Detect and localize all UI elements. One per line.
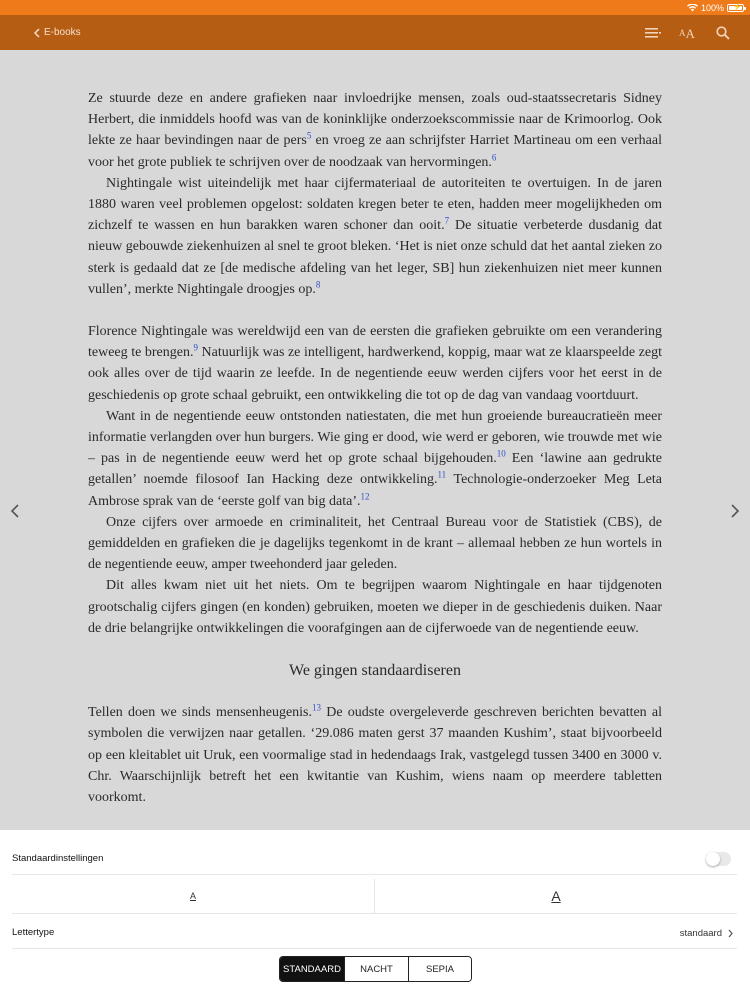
- defaults-label: Standaardinstellingen: [12, 853, 104, 864]
- chevron-right-icon: [731, 504, 739, 518]
- footnote-link[interactable]: 5: [306, 130, 312, 141]
- theme-standard-button[interactable]: STANDAARD: [280, 957, 344, 981]
- font-size-row: [12, 879, 737, 914]
- footnote-link[interactable]: 9: [193, 342, 198, 353]
- reader-toolbar: [0, 15, 750, 50]
- charging-icon: ⚡: [733, 3, 742, 11]
- battery-percent: 100%: [700, 2, 724, 13]
- chevron-right-icon: [728, 929, 733, 938]
- search-icon[interactable]: [714, 24, 732, 42]
- increase-font-size-button[interactable]: A: [374, 879, 737, 913]
- decrease-font-size-button[interactable]: A: [189, 891, 196, 901]
- theme-selector: [279, 956, 472, 982]
- chevron-left-icon: [11, 504, 19, 518]
- status-indicators: [687, 1, 744, 14]
- paragraph: Want in de negentiende eeuw ontstonden natiestaten, die met hun groeiende bureaucratieën meer informatie verlangden over hun burgers. Wie ging er dood, wie werd er geboren, wie trouwde met wie – pas in de negentiende eeuw werd het op grote schaal bijgehouden.$^{10}$ Een ‘lawine aan gedrukte getallen’ noemde filosoof Ian Hacking deze ontwikkeling.$^{11}$ Technologie-onderzoeker Meg Leta Ambrose sprak van de ‘eerste golf van big data’.$^{12}$: [88, 408, 662, 509]
- paragraph: Florence Nightingale was wereldwijd een van de eersten die grafieken gebruikte om een verandering teweeg te brengen.$^9$ Natuurlijk was ze intelligent, hardwerkend, koppig, maar wat ze klaarspeelde zegt ook alles over de tijd waarin ze leefde. In de negentiende eeuw werden cijfers voor het eerst in de geschiedenis op grote schaal gebruikt, een ontwikkeling die tot op de dag van vandaag voortduurt.: [88, 324, 663, 403]
- back-button[interactable]: [34, 15, 81, 50]
- previous-page-button[interactable]: [6, 500, 24, 522]
- font-row[interactable]: [12, 917, 737, 949]
- theme-sepia-button[interactable]: SEPIA: [408, 957, 471, 981]
- toc-icon[interactable]: [644, 24, 662, 42]
- chevron-left-icon: [34, 28, 40, 38]
- paragraph: Dit alles kwam niet uit het niets. Om te begrijpen waarom Nightingale en haar tijdgenoten grootschalig cijfers gingen (en konden) gebruiken, moeten we dieper in de geschiedenis duiken. Naar de drie belangrijke ontwikkelingen die voorafgingen aan de cijferwoede van de negentiende eeuw.: [88, 578, 662, 636]
- footnote-link[interactable]: 11: [437, 469, 447, 480]
- back-label: E-books: [44, 27, 81, 38]
- display-settings-panel: [0, 830, 750, 1000]
- footnote-link[interactable]: 8: [315, 279, 321, 290]
- footnote-link[interactable]: 6: [491, 151, 497, 162]
- paragraph: Nightingale wist uiteindelijk met haar cijfermateriaal de autoriteiten te overtuigen. In de jaren 1880 waren veel problemen opgelost: soldaten kregen beter te eten, hadden meer mogelijkheden om zichzelf te wassen en hun barakken waren schoner dan ooit.$^7$ De situatie verbeterde dusdanig dat nieuw gebouwde ziekenhuizen al snel te groot bleken. ‘Het is niet onze schuld dat het aantal zieken zo sterk is gedaald dat ze [de medische afdeling van het leger, SB] hun ziekenhuizen niet meer kunnen vullen’, merkte Nightingale droogjes op.$^8$: [88, 175, 662, 297]
- defaults-row: [12, 843, 737, 875]
- next-page-button[interactable]: [726, 500, 744, 522]
- footnote-link[interactable]: 13: [312, 702, 322, 713]
- reader-text: [88, 88, 662, 808]
- footnote-link[interactable]: 12: [360, 491, 370, 501]
- battery-icon: [727, 4, 744, 12]
- wifi-icon: [687, 4, 698, 12]
- footnote-link[interactable]: 10: [496, 448, 506, 459]
- paragraph: Tellen doen we sinds mensenheugenis.$^{13}$ De oudste overgeleverde geschreven berichten bevatten al symbolen die verwijzen naar getallen. ‘29.086 maten gerst 37 maanden Kushim’, staat bijvoorbeeld op een kleitablet uit Uruk, een voormalige stad in hedendaags Irak, vastgelegd tussen 3400 en 3000 v. Chr. Waarschijnlijk betreft het een kwitantie van Kushim, wiens naam op meerdere tabletten voorkomt.: [88, 702, 663, 806]
- font-label: Lettertype: [12, 927, 55, 938]
- paragraph: Ze stuurde deze en andere grafieken naar invloedrijke mensen, zoals oud-staatssecretaris Sidney Herbert, die inmiddels hoofd was van de koninklijke onderzoekscommissie naar de Krimoorlog. Ook lekte ze haar bevindingen naar de pers$^5$ en vroeg ze aan schrijfster Harriet Martineau om een verhaal voor het grote publiek te schrijven over de noodzaak van hervormingen.$^6$: [88, 91, 663, 170]
- paragraph: Onze cijfers over armoede en criminaliteit, het Centraal Bureau voor de Statistiek (CBS), de gemiddelden en grafieken die je dagelijks tegenkomt in de krant – allemaal hebben ze hun wortels in de negentiende eeuw, amper tweehonderd jaar geleden.: [88, 514, 662, 573]
- section-heading: We gingen standaardiseren: [289, 662, 461, 680]
- defaults-toggle[interactable]: [706, 852, 731, 866]
- font-size-icon[interactable]: A A: [679, 25, 695, 41]
- footnote-link[interactable]: 7: [444, 215, 450, 226]
- status-bar: [0, 0, 750, 15]
- theme-night-button[interactable]: NACHT: [344, 957, 408, 981]
- toggle-knob: [706, 852, 720, 866]
- font-value: standaard: [680, 917, 733, 949]
- book-page[interactable]: [0, 50, 750, 830]
